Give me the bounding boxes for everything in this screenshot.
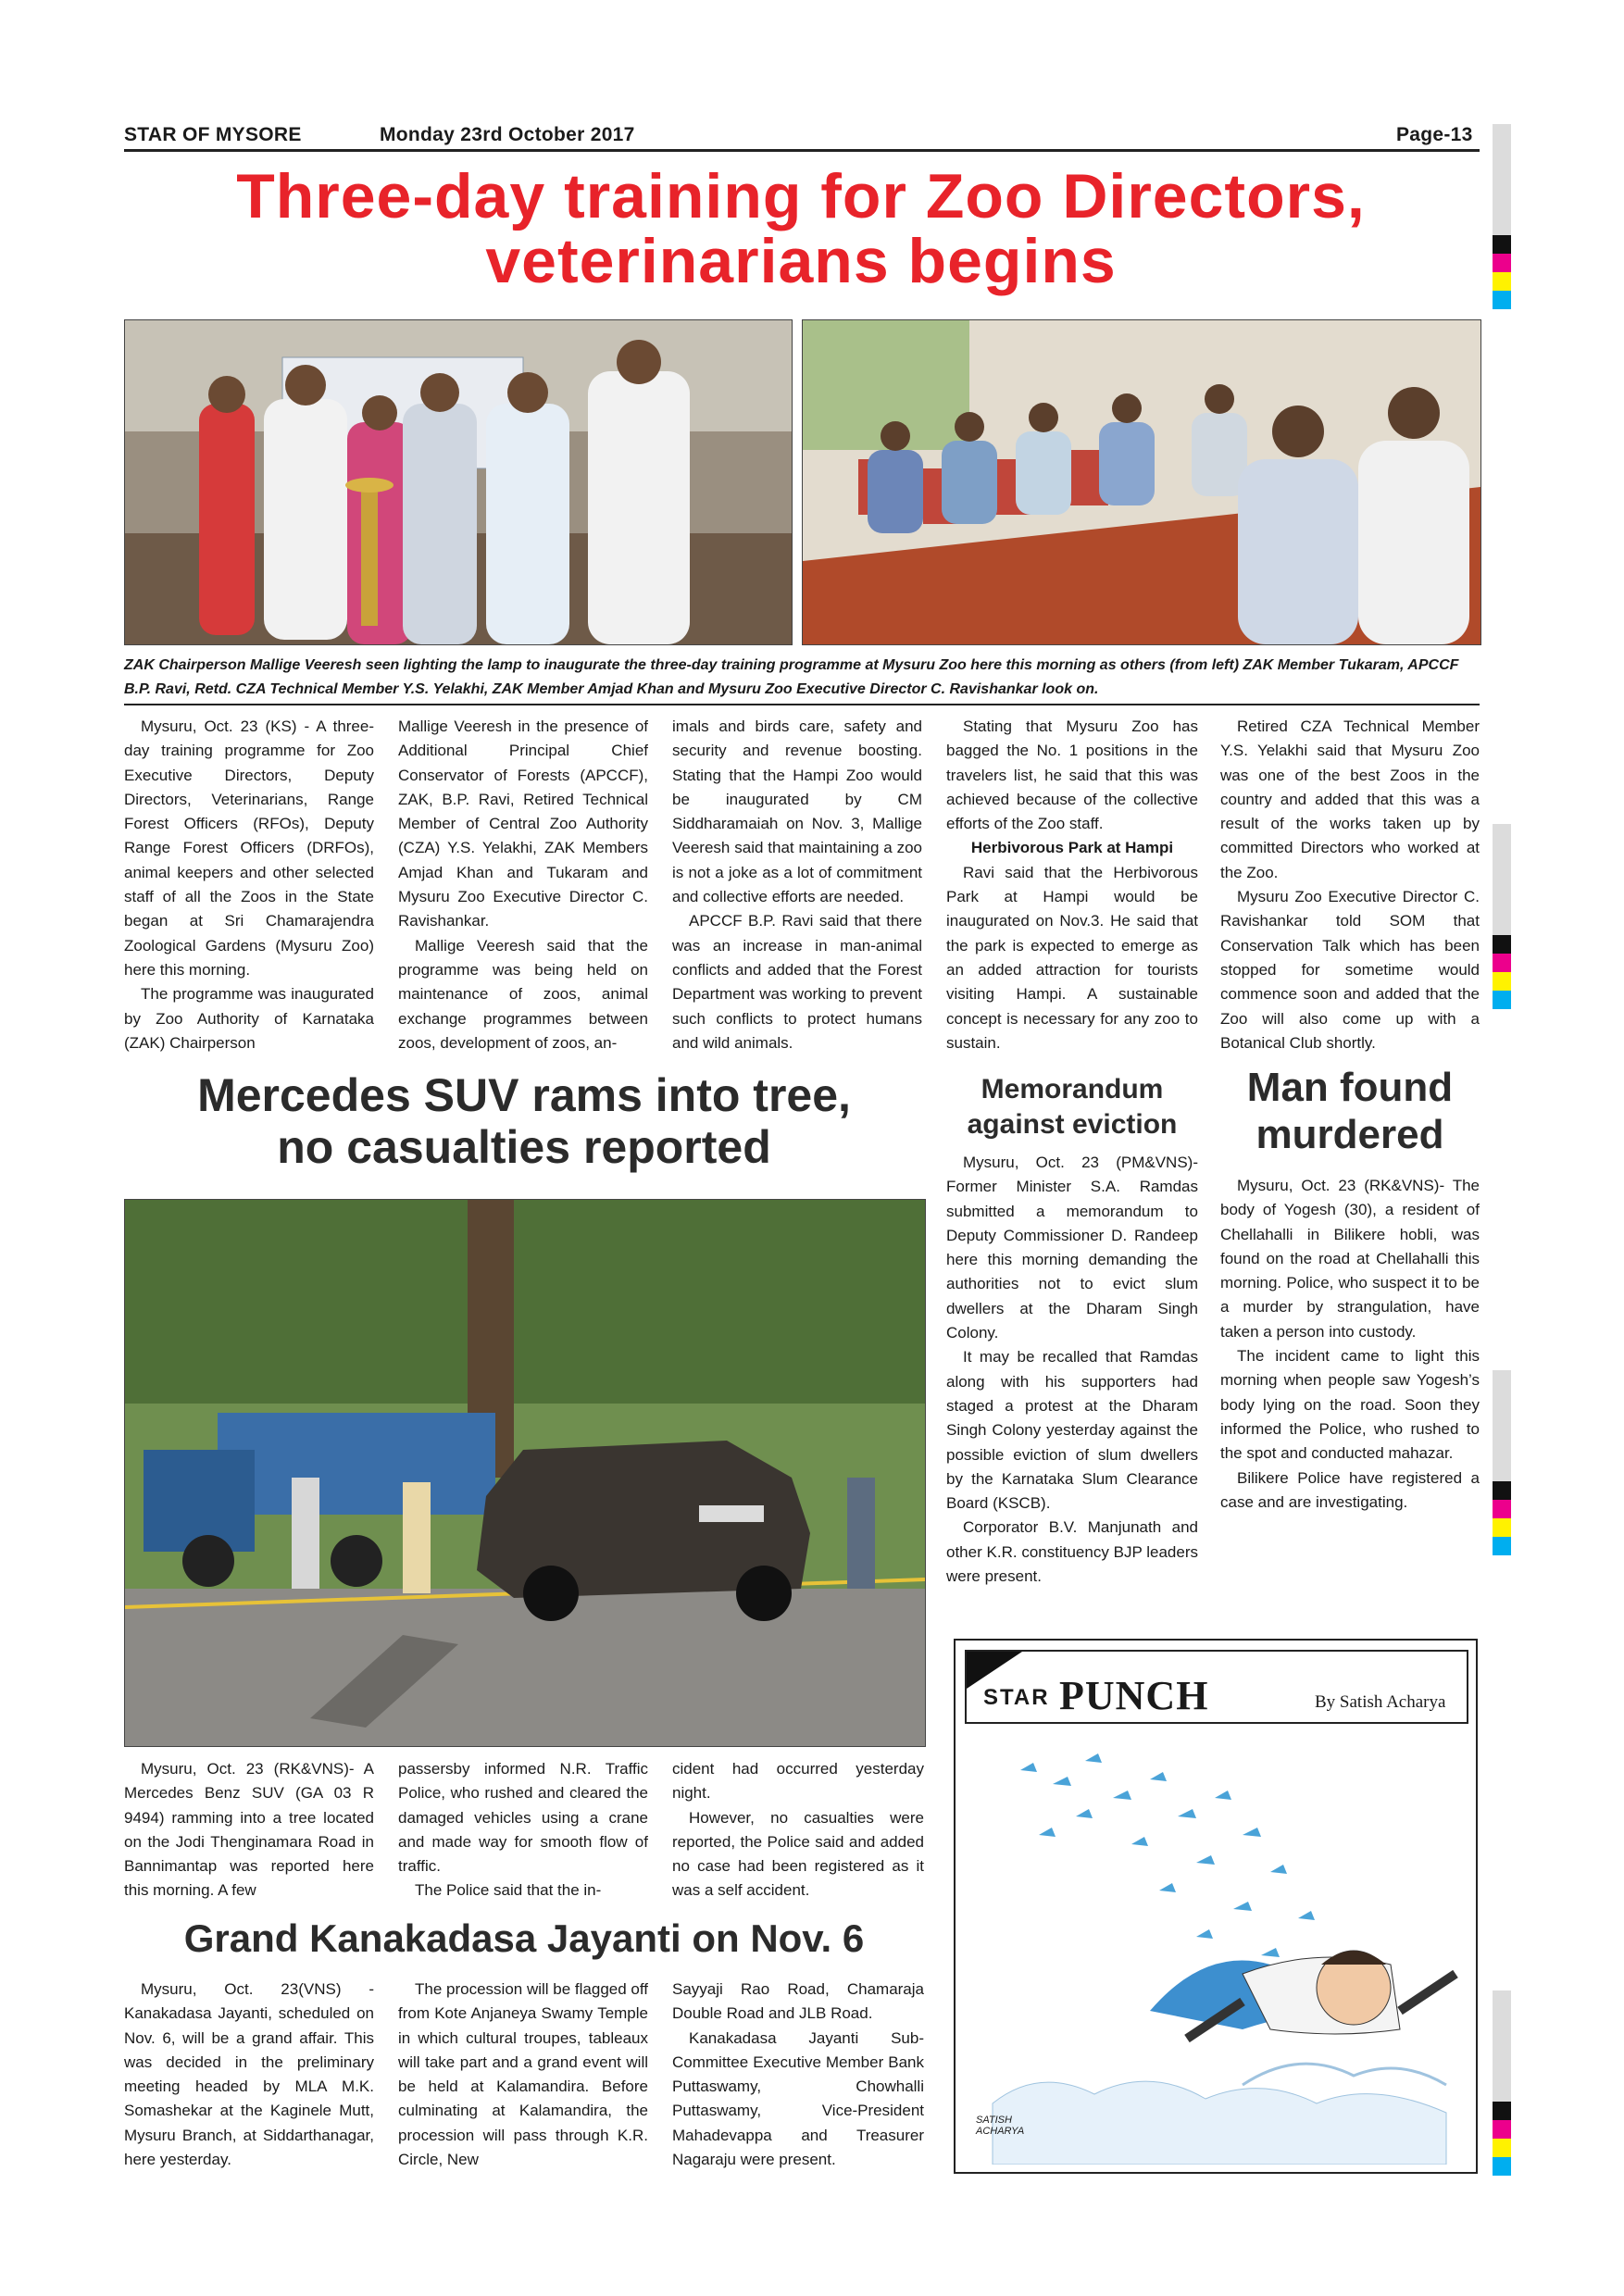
memorandum-para2: It may be recalled that Ramdas along with his supporters had staged a protest at the Dharam Singh Colony yesterday against the possible eviction of slum dwellers by the Karnataka Slum Clearance Board (KSCB).: [946, 1348, 1198, 1513]
zoo-column-5: [1220, 715, 1480, 1055]
issue-date: Monday 23rd October 2017: [380, 124, 635, 145]
suv-column-1: [124, 1757, 374, 1903]
zoo-col2-para1: Mallige Veeresh in the presence of Additional Principal Chief Conservator of Forests (APCCF), ZAK, B.P. Ravi, Retired Technical Member of Central Zoo Authority (CZA) Y.S. Yelakhi, ZAK Members Amjad Khan and Tukaram and Mysuru Zoo Executive Director C. Ravishankar.: [398, 718, 648, 930]
zoo-column-3: [672, 715, 922, 1055]
murder-para2: The incident came to light this morning when people saw Yogesh’s body lying on the road. Soon they informed the Police, who rushed to the spot and conducted mahazar.: [1220, 1347, 1480, 1463]
kanakadasa-col3-para2: Kanakadasa Jayanti Sub-Committee Executive Member Bank Puttaswamy, Chowhalli Puttaswamy, Vice-President Mahadevappa and Treasurer Nagaraju were present.: [672, 2028, 924, 2169]
registration-bar-2: [1493, 824, 1511, 1009]
suv-col1-para1: Mysuru, Oct. 23 (RK&VNS)- A Mercedes Benz SUV (GA 03 R 9494) ramming into a tree located on the Jodi Thenginamara Road in Bannimantap was reported here this morning. A few: [124, 1760, 374, 1900]
zoo-column-4: [946, 715, 1198, 1055]
zoo-col1-para2: The programme was inaugurated by Zoo Authority of Karnataka (ZAK) Chairperson: [124, 985, 374, 1052]
memorandum-headline-line1: Memorandum: [981, 1074, 1164, 1104]
zoo-photo-caption: ZAK Chairperson Mallige Veeresh seen lighting the lamp to inaugurate the three-day training programme at Mysuru Zoo here this morning as others (from left) ZAK Member Tukaram, APCCF B.P. Ravi, Retd. CZA Technical Member Y.S. Yelakhi, ZAK Member Amjad Khan and Mysuru Zoo Executive Director C. Ravishankar look on.: [124, 657, 1459, 697]
murder-headline: [1220, 1065, 1480, 1158]
registration-bar-3: [1493, 1370, 1511, 1555]
zoo-col4-para2: Ravi said that the Herbivorous Park at Hampi would be inaugurated on Nov.3. He said that the park is expected to emerge as an added attraction for tourists visiting Hampi. A sustainable concept is necessary for any zoo to sustain.: [946, 863, 1198, 1052]
kanakadasa-column-2: [398, 1978, 648, 2172]
zoo-headline-line1: Three-day training for Zoo Directors,: [236, 161, 1366, 231]
kanakadasa-col3-para1: Sayyaji Rao Road, Chamaraja Double Road and JLB Road.: [672, 1980, 924, 2023]
page-number: Page-13: [1396, 124, 1473, 145]
zoo-col1-para1: Mysuru, Oct. 23 (KS) - A three-day training programme for Zoo Executive Directors, Deputy Directors, Veterinarians, Range Forest Officers (RFOs), Deputy Range Forest Officers (DRFOs), animal keepers and other selected staff of all the Zoos in the State began at Sri Chamarajendra Zoological Gardens (Mysuru Zoo) here this morning.: [124, 718, 374, 979]
memorandum-body: [946, 1151, 1198, 1589]
corner-triangle-icon: [967, 1652, 1022, 1689]
registration-bar-1: [1493, 124, 1511, 309]
punch-label: PUNCH: [1059, 1673, 1209, 1718]
star-punch-cartoon: [954, 1639, 1478, 2174]
suv-headline-line1: Mercedes SUV rams into tree,: [197, 1069, 851, 1121]
memorandum-headline: [946, 1072, 1198, 1142]
suv-column-2: [398, 1757, 648, 1903]
header-rule: [124, 149, 1480, 152]
kanakadasa-col2-para1: The procession will be flagged off from Kote Anjaneya Swamy Temple in which cultural troupes, tableaux will take part and a grand event will be held at Kalamandira. Before culminating at Kalamandira, the procession will pass through K.R. Circle, New: [398, 1980, 649, 2169]
zoo-col5-para2: Mysuru Zoo Executive Director C. Ravishankar told SOM that Conservation Talk which has been stopped for sometime would commence soon and added that the Zoo will also come up with a Botanical Club shortly.: [1220, 888, 1480, 1052]
zoo-photo-audience: [802, 319, 1481, 645]
caption-rule: [124, 704, 1480, 705]
zoo-col3-para1: imals and birds care, safety and security and revenue boosting. Stating that the Hampi Zoo would be inaugurated by CM Siddharamaiah on Nov. 3, Mallige Veeresh said that maintaining a zoo is not a joke as a lot of commitment and collective efforts are needed.: [672, 718, 922, 906]
zoo-headline: [111, 161, 1491, 296]
suv-col2-para2: The Police said that the in-: [415, 1881, 602, 1900]
kanakadasa-column-3: [672, 1978, 924, 2172]
cartoon-drawing: [965, 1733, 1468, 2165]
suv-col3-para1: cident had occurred yesterday night.: [672, 1760, 924, 1803]
memorandum-para1: Mysuru, Oct. 23 (PM&VNS)- Former Minister S.A. Ramdas submitted a memorandum to Deputy Commissioner D. Randeep here this morning demanding the authorities not to evict slum dwellers at the Dharam Singh Colony.: [946, 1154, 1198, 1342]
murder-para3: Bilikere Police have registered a case and are investigating.: [1220, 1468, 1480, 1511]
murder-headline-line1: Man found: [1246, 1065, 1454, 1110]
paper-name: STAR OF MYSORE: [124, 124, 302, 145]
zoo-col5-para1: Retired CZA Technical Member Y.S. Yelakhi said that Mysuru Zoo was one of the best Zoos in the country and added that this was a result of the works taken up by committed Directors who worked at the Zoo.: [1220, 718, 1480, 881]
zoo-column-2: [398, 715, 648, 1055]
suv-col3-para2: However, no casualties were reported, the Police said and added no case had been registered as it was a self accident.: [672, 1808, 924, 1900]
suv-headline: [124, 1069, 924, 1173]
zoo-headline-line2: veterinarians begins: [485, 226, 1117, 296]
kanakadasa-col1-para1: Mysuru, Oct. 23(VNS) - Kanakadasa Jayanti, scheduled on Nov. 6, will be a grand affair. This was decided in the preliminary meeting headed by MLA M.K. Somashekar at the Kaginele Mutt, Mysuru Branch, at Siddarthanagar, here yesterday.: [124, 1980, 374, 2169]
cartoon-byline: By Satish Acharya: [1315, 1692, 1446, 1712]
zoo-col4-subhead: Herbivorous Park at Hampi: [970, 839, 1174, 857]
zoo-col3-para2: APCCF B.P. Ravi said that there was an increase in man-animal conflicts and added that the Forest Department was working to prevent such conflicts to protect humans and wild animals.: [672, 912, 922, 1052]
murder-headline-line2: murdered: [1255, 1111, 1444, 1157]
star-label: STAR: [983, 1685, 1050, 1710]
kanakadasa-headline: Grand Kanakadasa Jayanti on Nov. 6: [183, 1916, 865, 1960]
suv-column-3: [672, 1757, 924, 1903]
memorandum-para3: Corporator B.V. Manjunath and other K.R. constituency BJP leaders were present.: [946, 1518, 1198, 1586]
suv-headline-line2: no casualties reported: [277, 1121, 771, 1173]
suv-accident-photo: [124, 1199, 926, 1747]
star-punch-header: [965, 1650, 1468, 1724]
kanakadasa-column-1: [124, 1978, 374, 2172]
murder-body: [1220, 1174, 1480, 1515]
zoo-column-1: [124, 715, 374, 1055]
registration-bar-4: [1493, 1990, 1511, 2176]
zoo-photo-lamp-lighting: [124, 319, 793, 645]
memorandum-headline-line2: against eviction: [967, 1108, 1178, 1140]
zoo-col4-para1: Stating that Mysuru Zoo has bagged the No. 1 positions in the travelers list, he said that this was achieved because of the collective efforts of the Zoo staff.: [946, 718, 1198, 833]
cartoon-signature: SATISH ACHARYA: [976, 2115, 1025, 2137]
murder-para1: Mysuru, Oct. 23 (RK&VNS)- The body of Yogesh (30), a resident of Chellahalli in Bilikere hobli, was found on the road at Chellahalli this morning. Police, who suspect it to be a murder by strangulation, have taken a person into custody.: [1220, 1177, 1480, 1341]
suv-col2-para1: passersby informed N.R. Traffic Police, who rushed and cleared the damaged vehicles using a crane and made way for smooth flow of traffic.: [398, 1760, 648, 1876]
zoo-col2-para2: Mallige Veeresh said that the programme was being held on maintenance of zoos, animal exchange programmes between zoos, development of zoos, an-: [398, 936, 648, 1052]
